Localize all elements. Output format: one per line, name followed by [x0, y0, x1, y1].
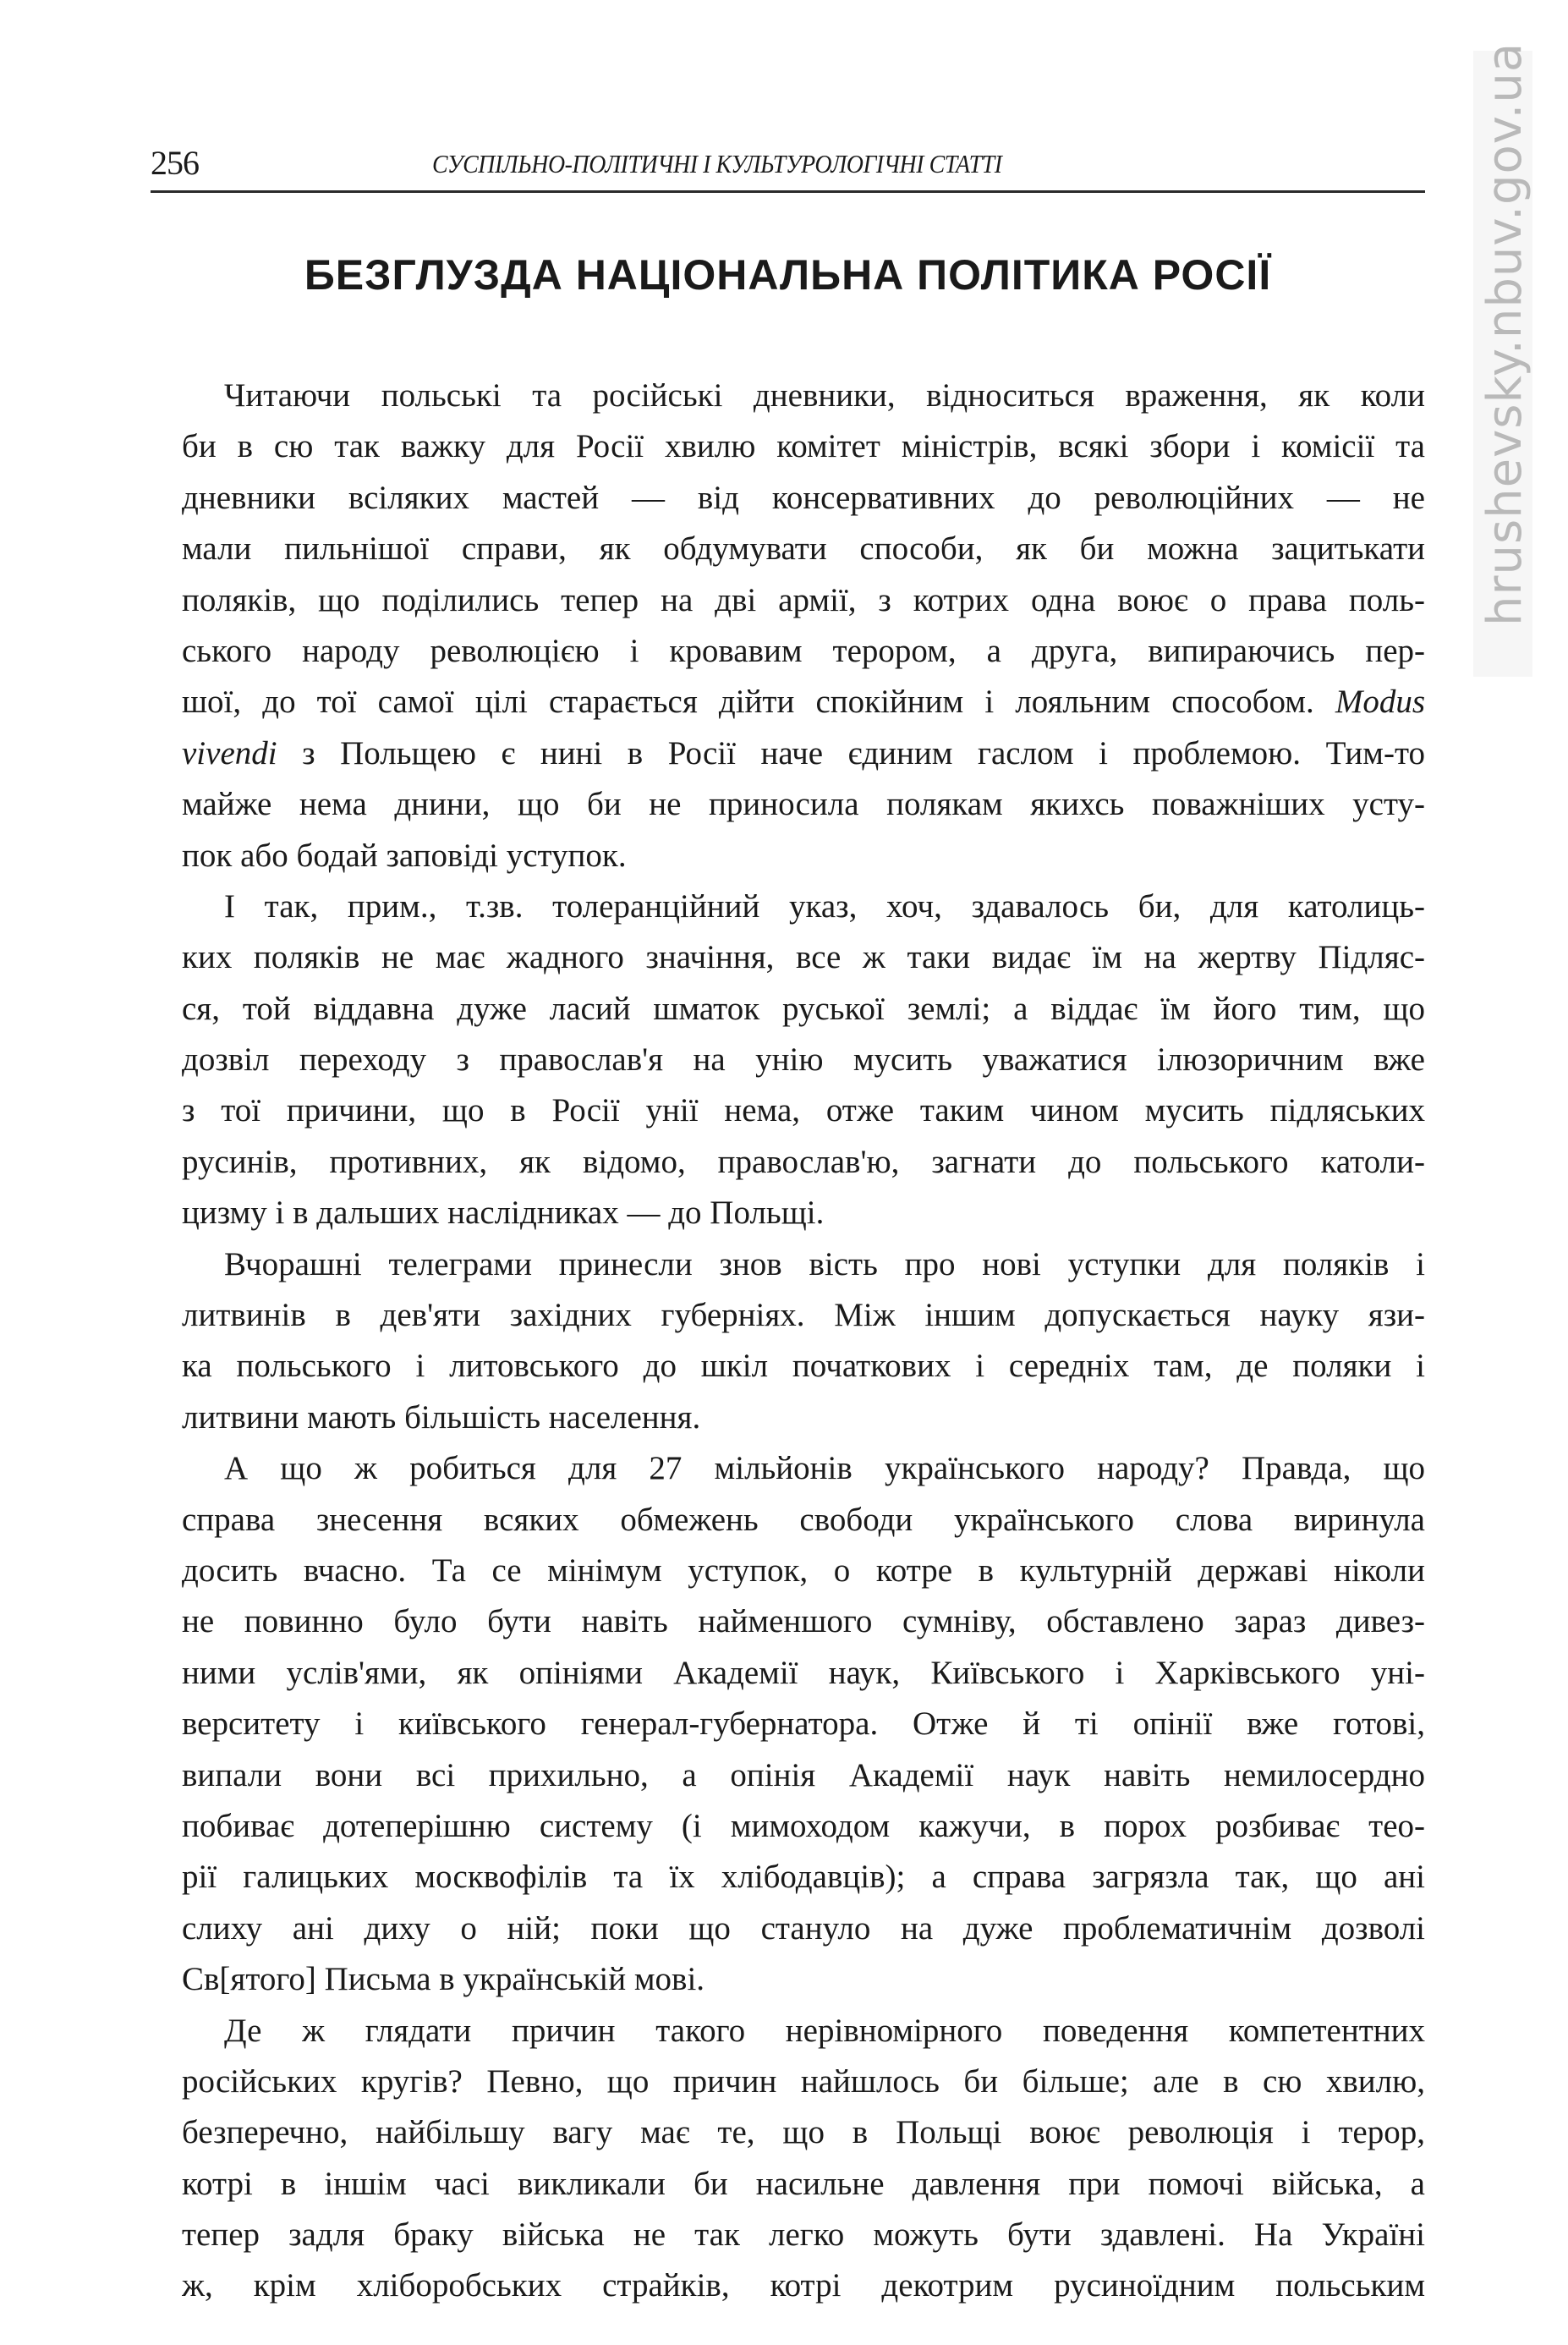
text-line: поляків, що поділились тепер на дві армії, з котрих одна воює о права поль- [182, 581, 1425, 618]
text-line: котрі в іншім часі викликали би насильне давлення при помочі війська, а [182, 2165, 1425, 2202]
text-line: мали пильнішої справи, як обдумувати способи, як би можна зацитькати [182, 530, 1425, 568]
text-line: А що ж робиться для 27 мільйонів українського народу? Правда, що [224, 1450, 1425, 1487]
text-line: русинів, противних, як відомо, православ'ю, загнати до польського католи- [182, 1143, 1425, 1180]
text-line: vivendi з Польщею є нині в Росії наче єдиним гаслом і проблемою. Тим-то [182, 734, 1425, 772]
text-line: безперечно, найбільшу вагу має те, що в Польщі воює революція і терор, [182, 2114, 1425, 2151]
text-line: ся, той віддавна дуже ласий шматок руської землі; а віддає їм його тим, що [182, 990, 1425, 1027]
text-line: рії галицьких москвофілів та їх хлібодавців); а справа загрязла так, що ані [182, 1859, 1425, 1896]
text-line: з тої причини, що в Росії унії нема, отже таким чином мусить підляських [182, 1092, 1425, 1129]
text-line: Св[ятого] Письма в українській мові. [182, 1961, 705, 1998]
text-line: ких поляків не має жадного значіння, все ж таки видає їм на жертву Підляс- [182, 939, 1425, 976]
text-line: побиває дотеперішню систему (і мимоходом кажучи, в порох розбиває тео- [182, 1807, 1425, 1844]
text-line: ж, крім хліборобських страйків, котрі декотрим русиноїдним польським [182, 2267, 1425, 2304]
text-line: І так, прим., т.зв. толеранційний указ, хоч, здавалось би, для католиць- [224, 887, 1425, 925]
article-body [182, 371, 1425, 2312]
text-line: слиху ані диху о ній; поки що стануло на дуже проблематичнім дозволі [182, 1909, 1425, 1947]
text-line: верситету і київського генерал-губернатора. Отже й ті опінії вже готові, [182, 1705, 1425, 1743]
text-line: би в сю так важку для Росії хвилю комітет міністрів, всякі збори і комісії та [182, 428, 1425, 465]
text-line: цизму і в дальших наслідниках — до Польщі. [182, 1194, 825, 1232]
running-title: СУСПІЛЬНО-ПОЛІТИЧНІ І КУЛЬТУРОЛОГІЧНІ СТАТТІ [432, 149, 1002, 178]
text-line: ського народу революцією і кровавим терором, а друга, випираючись пер- [182, 632, 1425, 669]
text-line: шої, до тої самої цілі старається дійти спокійним і лояльним способом. Modus [182, 684, 1425, 721]
text-line: майже нема днини, що би не приносила полякам якихсь поважніших усту- [182, 786, 1425, 823]
text-line: дневники всіляких мастей — від консервативних до революційних — не [182, 479, 1425, 516]
text-line: випали вони всі прихильно, а опінія Академії наук навіть немилосердно [182, 1756, 1425, 1793]
text-line: пок або бодай заповіді уступок. [182, 837, 627, 874]
text-line: литвини мають більшість населення. [182, 1398, 701, 1436]
watermark-text: hrushevsky.nbuv.gov.ua [1478, 41, 1532, 626]
running-head [151, 142, 1436, 184]
header-rule [151, 190, 1425, 193]
text-line: не повинно було бути навіть найменшого сумніву, обставлено зараз дивез- [182, 1603, 1425, 1640]
text-line: ними услів'ями, як опініями Академії наук, Київського і Харківського уні- [182, 1654, 1425, 1691]
article-title: БЕЗГЛУЗДА НАЦІОНАЛЬНА ПОЛІТИКА РОСІЇ [304, 251, 1272, 299]
text-line: ка польського і литовського до шкіл початкових і середніх там, де поляки і [182, 1348, 1425, 1385]
text-line: справа знесення всяких обмежень свободи українського слова виринула [182, 1501, 1425, 1538]
text-line: Вчорашні телеграми принесли знов вість про нові уступки для поляків і [224, 1245, 1425, 1282]
text-line: Де ж глядати причин такого нерівномірного поведення компетентних [224, 2012, 1425, 2049]
text-line: досить вчасно. Та се мінімум уступок, о котре в культурній державі ніколи [182, 1551, 1425, 1589]
text-line: дозвіл переходу з православ'я на унію мусить уважатися ілюзоричним вже [182, 1041, 1425, 1079]
page-number: 256 [151, 144, 199, 182]
text-line: російських кругів? Певно, що причин найшлось би більше; але в сю хвилю, [182, 2062, 1425, 2100]
text-line: литвинів в дев'яти західних губерніях. Між іншим допускається науку язи- [182, 1297, 1425, 1334]
text-line: Читаючи польські та російські дневники, відноситься враження, як коли [224, 377, 1425, 414]
text-line: тепер задля браку війська не так легко можуть бути здавлені. На Україні [182, 2216, 1425, 2254]
